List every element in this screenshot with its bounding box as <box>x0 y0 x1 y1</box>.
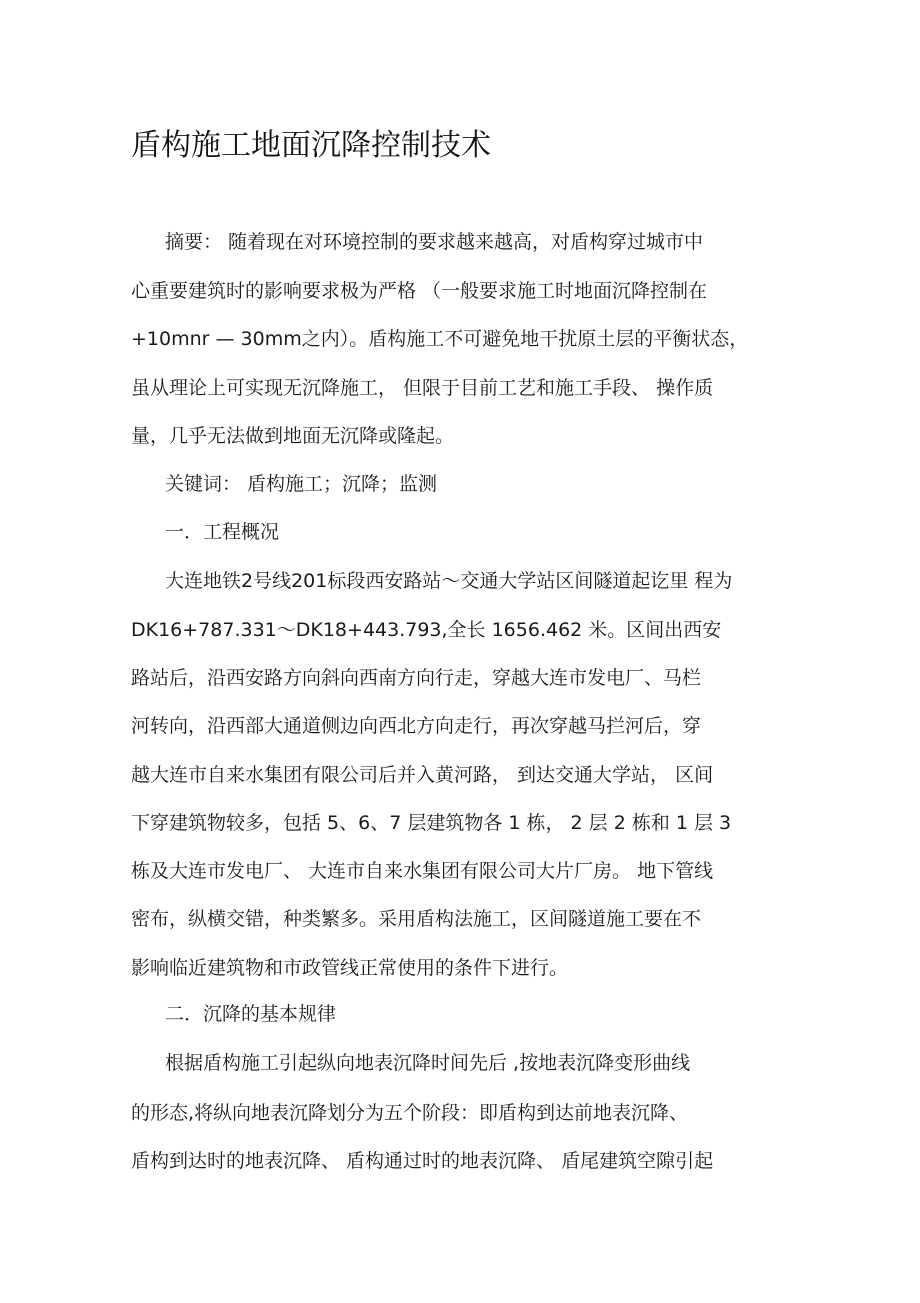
overview-line-8: 密布，纵横交错，种类繁多。采用盾构法施工，区间隧道施工要在不 <box>131 908 702 930</box>
overview-line-4: 河转向，沿西部大通道侧边向西北方向走行，再次穿越马拦河后，穿 <box>131 715 702 737</box>
settlement-line-2: 的形态,将纵向地表沉降划分为五个阶段：即盾构到达前地表沉降、 <box>131 1102 689 1124</box>
settlement-line-1: 根据盾构施工引起纵向地表沉降时间先后 ,按地表沉降变形曲线 <box>165 1052 691 1074</box>
overview-line-5: 越大连市自来水集团有限公司后并入黄河路， 到达交通大学站， 区间 <box>131 764 714 786</box>
abstract-line-4: 虽从理论上可实现无沉降施工， 但限于目前工艺和施工手段、 操作质 <box>131 377 714 399</box>
abstract-line-1: 摘要： 随着现在对环境控制的要求越来越高，对盾构穿过城市中 <box>165 231 704 253</box>
section-heading-2: 二．沉降的基本规律 <box>165 1003 337 1025</box>
abstract-line-3: +10mnr — 30mm之内）。盾构施工不可避免地干扰原土层的平衡状态， <box>131 328 749 350</box>
overview-line-2: DK16+787.331〜DK18+443.793,全长 1656.462 米。区间出西安 <box>131 619 722 641</box>
overview-line-1: 大连地铁2号线201标段西安路站〜交通大学站区间隧道起讫里 程为 <box>165 570 733 592</box>
section-heading-1: 一．工程概况 <box>165 521 280 543</box>
settlement-line-3: 盾构到达时的地表沉降、 盾构通过时的地表沉降、 盾尾建筑空隙引起 <box>131 1150 714 1172</box>
overview-line-9: 影响临近建筑物和市政管线正常使用的条件下进行。 <box>131 957 569 979</box>
overview-line-6: 下穿建筑物较多，包括 5、6、7 层建筑物各 1 栋， 2 层 2 栋和 1 层 3 <box>131 812 732 834</box>
overview-line-7: 栋及大连市发电厂、 大连市自来水集团有限公司大片厂房。 地下管线 <box>131 860 714 882</box>
abstract-line-5: 量，几乎无法做到地面无沉降或隆起。 <box>131 425 455 447</box>
document-title: 盾构施工地面沉降控制技术 <box>131 128 491 163</box>
overview-line-3: 路站后，沿西安路方向斜向西南方向行走，穿越大连市发电厂、马栏 <box>131 667 702 689</box>
abstract-line-2: 心重要建筑时的影响要求极为严格 （一般要求施工时地面沉降控制在 <box>131 280 708 302</box>
keywords-line: 关键词： 盾构施工；沉降；监测 <box>165 473 438 495</box>
